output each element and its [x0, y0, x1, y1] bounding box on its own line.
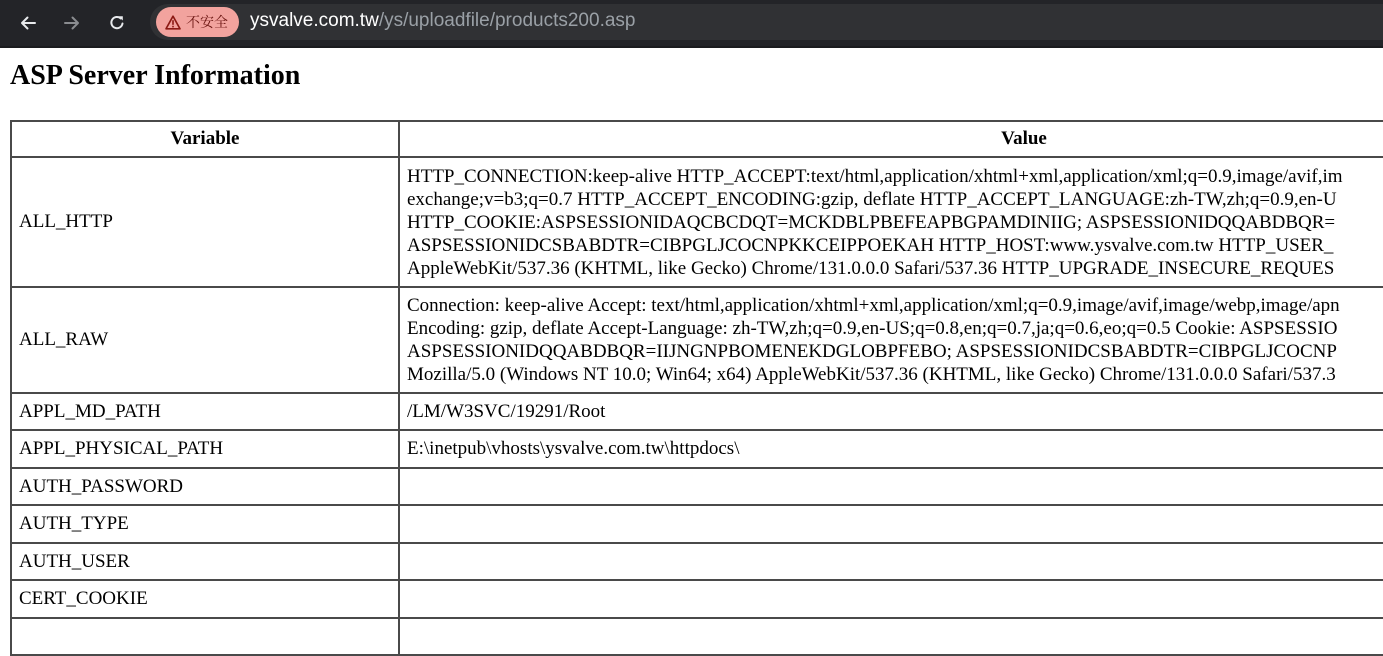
value-line: Connection: keep-alive Accept: text/html,application/xhtml+xml,application/xml;q=0.9,image/avif,image/webp,image/apn [407, 295, 1340, 316]
table-row [11, 505, 1383, 543]
url-host: ysvalve.com.tw [250, 10, 379, 31]
value-line: exchange;v=b3;q=0.7 HTTP_ACCEPT_ENCODING:gzip, deflate HTTP_ACCEPT_LANGUAGE:zh-TW,zh;q=0.9,en-U [407, 188, 1337, 210]
server-variables-table [10, 120, 1383, 656]
reload-button[interactable] [102, 8, 132, 38]
arrow-left-icon [18, 13, 38, 33]
back-button[interactable] [13, 8, 43, 38]
security-label: 不安全 [186, 15, 228, 31]
variable-cell: ALL_HTTP [11, 157, 399, 287]
table-row [11, 430, 1383, 468]
value-cell [399, 157, 1383, 287]
value-cell [399, 543, 1383, 580]
variable-cell: APPL_PHYSICAL_PATH [11, 430, 399, 468]
browser-toolbar [0, 0, 1383, 48]
page-title: ASP Server Information [10, 60, 301, 91]
value-cell [399, 580, 1383, 618]
reload-icon [107, 13, 127, 33]
table-row [11, 580, 1383, 618]
url-path: /ys/uploadfile/products200.asp [378, 10, 636, 31]
table-row [11, 393, 1383, 430]
table-row [11, 287, 1383, 393]
variable-cell: APPL_MD_PATH [11, 393, 399, 430]
value-cell: E:\inetpub\vhosts\ysvalve.com.tw\httpdocs\ [399, 430, 1383, 468]
value-cell [399, 287, 1383, 393]
value-line: HTTP_COOKIE:ASPSESSIONIDAQCBCDQT=MCKDBLPBEFEAPBGPAMDINIIG; ASPSESSIONIDQQABDBQR= [407, 211, 1336, 233]
variable-cell: AUTH_PASSWORD [11, 468, 399, 505]
url-text[interactable] [250, 10, 635, 32]
address-bar[interactable] [150, 4, 1383, 40]
variable-cell: AUTH_TYPE [11, 505, 399, 543]
column-header-value: Value [399, 121, 1383, 157]
table-row [11, 157, 1383, 287]
value-line: AppleWebKit/537.36 (KHTML, like Gecko) Chrome/131.0.0.0 Safari/537.36 HTTP_UPGRADE_INSECURE_REQUES [407, 257, 1335, 279]
column-header-variable: Variable [11, 121, 399, 157]
warning-icon [165, 15, 181, 30]
variable-cell [11, 618, 399, 655]
value-line: HTTP_CONNECTION:keep-alive HTTP_ACCEPT:text/html,application/xhtml+xml,application/xml;q=0.9,image/avif,im [407, 165, 1343, 187]
arrow-right-icon [62, 13, 82, 33]
variable-cell: ALL_RAW [11, 287, 399, 393]
value-cell: /LM/W3SVC/19291/Root [399, 393, 1383, 430]
table-row [11, 468, 1383, 505]
value-line: Encoding: gzip, deflate Accept-Language: zh-TW,zh;q=0.9,en-US;q=0.8,en;q=0.7,ja;q=0.6,eo;q=0.5 Cookie: ASPSESSIO [407, 318, 1338, 339]
variable-cell: CERT_COOKIE [11, 580, 399, 618]
value-line: ASPSESSIONIDCSBABDTR=CIBPGLJCOCNPKKCEIPPOEKAH HTTP_HOST:www.ysvalve.com.tw HTTP_USER_ [407, 234, 1334, 256]
value-cell [399, 468, 1383, 505]
value-line: ASPSESSIONIDQQABDBQR=IIJNGNPBOMENEKDGLOBPFEBO; ASPSESSIONIDCSBABDTR=CIBPGLJCOCNP [407, 341, 1337, 362]
value-cell [399, 618, 1383, 655]
value-line: Mozilla/5.0 (Windows NT 10.0; Win64; x64) AppleWebKit/537.36 (KHTML, like Gecko) Chrome/131.0.0.0 Safari/537.3 [407, 364, 1336, 385]
table-row [11, 543, 1383, 580]
table-row [11, 618, 1383, 655]
variable-cell: AUTH_USER [11, 543, 399, 580]
forward-button[interactable] [57, 8, 87, 38]
table-header-row [11, 121, 1383, 157]
value-cell [399, 505, 1383, 543]
security-chip[interactable] [156, 7, 239, 37]
